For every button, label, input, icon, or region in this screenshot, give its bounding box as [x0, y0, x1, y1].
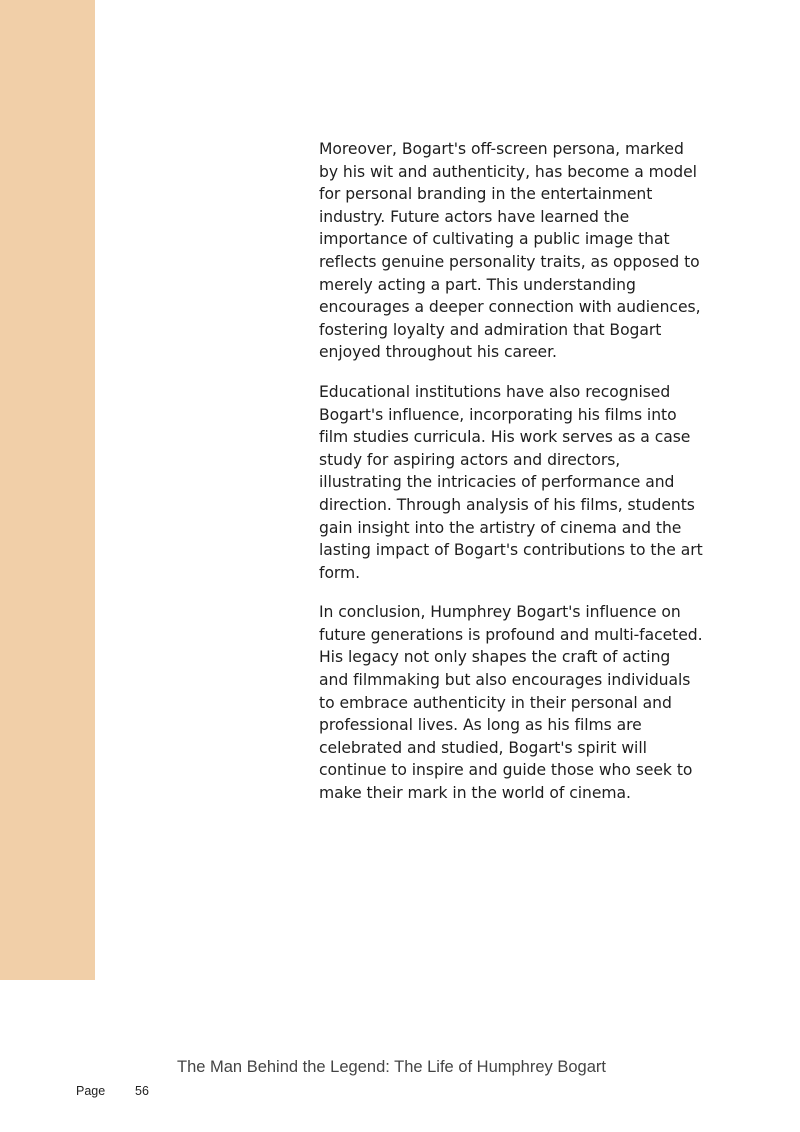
body-text: [319, 138, 704, 822]
page-number: 56: [135, 1084, 149, 1098]
footer-book-title: The Man Behind the Legend: The Life of Humphrey Bogart: [177, 1058, 606, 1076]
paragraph-2: Educational institutions have also recognised Bogart's influence, incorporating his films into film studies curricula. His work serves as a case study for aspiring actors and directors, illustrating the intricacies of performance and direction. Through analysis of his films, students gain insight into the artistry of cinema and the lasting impact of Bogart's contributions to the art form.: [319, 382, 703, 582]
decorative-side-band: [0, 0, 95, 980]
paragraph-1: Moreover, Bogart's off-screen persona, marked by his wit and authenticity, has become a model for personal branding in the entertainment industry. Future actors have learned the importance of cultivating a public image that reflects genuine personality traits, as opposed to merely acting a part. This understanding encourages a deeper connection with audiences, fostering loyalty and admiration that Bogart enjoyed throughout his career.: [319, 140, 701, 362]
page-label: Page: [76, 1084, 106, 1098]
paragraph-3: In conclusion, Humphrey Bogart's influence on future generations is profound and multi-faceted. His legacy not only shapes the craft of acting and filmmaking but also encourages individuals to embrace authenticity in their personal and professional lives. As long as his films are celebrated and studied, Bogart's spirit will continue to inspire and guide those who seek to make their mark in the world of cinema.: [319, 603, 703, 803]
